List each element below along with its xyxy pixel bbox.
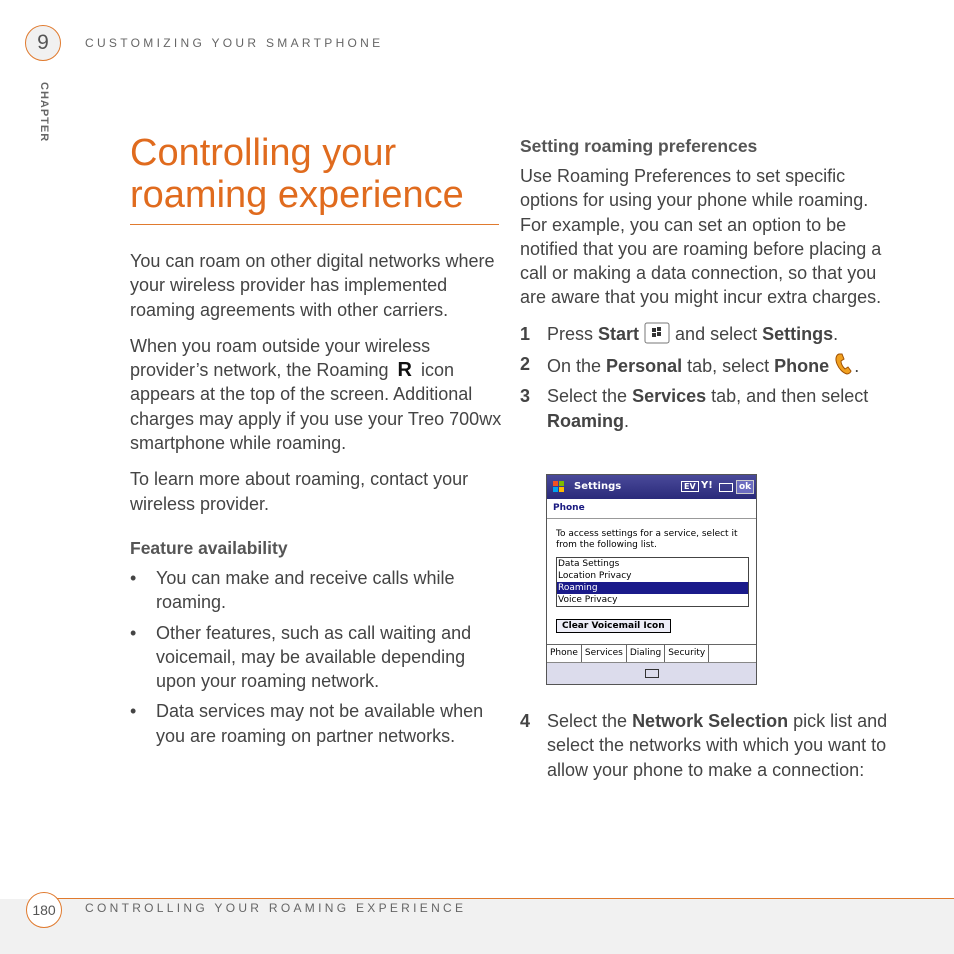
screenshot-menu-bar [547, 662, 756, 685]
roaming-icon: R [397, 359, 412, 382]
step-bold: Personal [606, 356, 683, 377]
ev-indicator: EV [681, 481, 699, 492]
list-item-text: Other features, such as call waiting and voicemail, may be available depending upon your roaming network. [156, 622, 472, 692]
tab-services[interactable]: Services [582, 645, 627, 663]
footer-divider [44, 898, 954, 899]
chapter-label: CHAPTER [38, 82, 50, 143]
steps-list-continued [520, 709, 900, 782]
intro-paragraph: You can roam on other digital networks where your wireless provider has implemented roaming agreements with other carriers. [130, 251, 495, 320]
windows-flag-icon [552, 480, 566, 494]
step-bold: Roaming [547, 410, 625, 431]
step-text: pick list and select the networks with which you want to allow your phone to make a connection: [547, 711, 888, 780]
screenshot-title-bar [547, 475, 756, 499]
list-item [130, 699, 505, 748]
step-bold: Network Selection [632, 711, 789, 731]
step-number: 2 [520, 354, 531, 375]
step-text: Select the [547, 711, 633, 731]
page-number: 180 [26, 892, 62, 928]
chapter-number-badge: 9 [25, 25, 61, 61]
step-text: Press [547, 323, 599, 344]
screenshot-title: Settings [574, 481, 622, 492]
list-item[interactable]: Voice Privacy [558, 595, 618, 605]
right-column [520, 134, 900, 439]
footer-title: CONTROLLING YOUR ROAMING EXPERIENCE [85, 901, 467, 915]
clear-voicemail-button[interactable]: Clear Voicemail Icon [556, 619, 671, 633]
keyboard-icon[interactable] [645, 669, 659, 678]
list-item[interactable]: Data Settings [558, 559, 620, 569]
contact-paragraph: To learn more about roaming, contact your wireless provider. [130, 469, 469, 514]
tab-security[interactable]: Security [665, 645, 709, 663]
steps-list [520, 322, 900, 433]
tab-phone[interactable]: Phone [547, 645, 582, 663]
feature-list [130, 566, 505, 748]
step-text: On the [547, 356, 607, 377]
settings-screenshot [546, 474, 757, 685]
step-3 [520, 384, 900, 433]
para-text-after: icon appears at the top of the screen. Additional charges may apply if you use your Treo 700wx smartphone while roaming. [130, 360, 502, 454]
left-column [130, 249, 505, 754]
step-text: and select [670, 323, 763, 344]
bullet-icon: • [130, 622, 137, 643]
start-button-icon [644, 322, 670, 344]
step-bold: Phone [774, 356, 830, 377]
right-column-continued [520, 709, 900, 788]
list-item-selected[interactable]: Roaming [557, 582, 748, 594]
step-text: tab, and then select [706, 386, 869, 407]
list-item [130, 621, 505, 694]
step-text: . [624, 410, 630, 431]
ok-button[interactable]: ok [736, 480, 754, 494]
list-item [130, 566, 505, 615]
phone-handset-icon [834, 352, 854, 376]
step-2 [520, 352, 900, 378]
list-item-text: Data services may not be available when you are roaming on partner networks. [156, 701, 484, 746]
roaming-icon-paragraph [130, 334, 505, 455]
screenshot-description: To access settings for a service, select it from the following list. [556, 529, 738, 550]
page-title: Controlling your roaming experience [130, 132, 464, 216]
step-text: tab, select [682, 356, 775, 377]
step-text: . [854, 356, 860, 377]
para-text-before: When you roam outside your wireless provider’s network, the Roaming [130, 335, 431, 381]
signal-icon: Y! [701, 480, 713, 491]
roaming-prefs-heading: Setting roaming preferences [520, 136, 758, 156]
step-number: 1 [520, 323, 531, 344]
roaming-prefs-intro: Use Roaming Preferences to set specific options for using your phone while roaming. For example, you can set an option to be notified that you are roaming before placing a call or making a data connection, so that you are aware that you might incur extra charges. [520, 166, 882, 308]
screenshot-section-title: Phone [547, 499, 756, 519]
bullet-icon: • [130, 701, 137, 722]
feature-heading: Feature availability [130, 537, 288, 558]
running-head: CUSTOMIZING YOUR SMARTPHONE [85, 36, 384, 50]
list-item-text: You can make and receive calls while roaming. [156, 567, 455, 613]
step-bold: Start [598, 323, 640, 344]
step-1 [520, 322, 900, 346]
screenshot-tabs [547, 644, 756, 663]
step-text: Select the [547, 386, 633, 407]
list-item[interactable]: Location Privacy [558, 571, 632, 581]
step-number: 3 [520, 386, 531, 407]
step-text: . [833, 323, 839, 344]
step-4 [520, 709, 900, 782]
battery-icon [719, 483, 733, 492]
step-number: 4 [520, 711, 531, 731]
title-divider [130, 224, 499, 225]
step-bold: Services [632, 386, 707, 407]
tab-dialing[interactable]: Dialing [627, 645, 665, 663]
step-bold: Settings [762, 323, 834, 344]
services-list [556, 557, 749, 607]
bullet-icon: • [130, 567, 137, 588]
